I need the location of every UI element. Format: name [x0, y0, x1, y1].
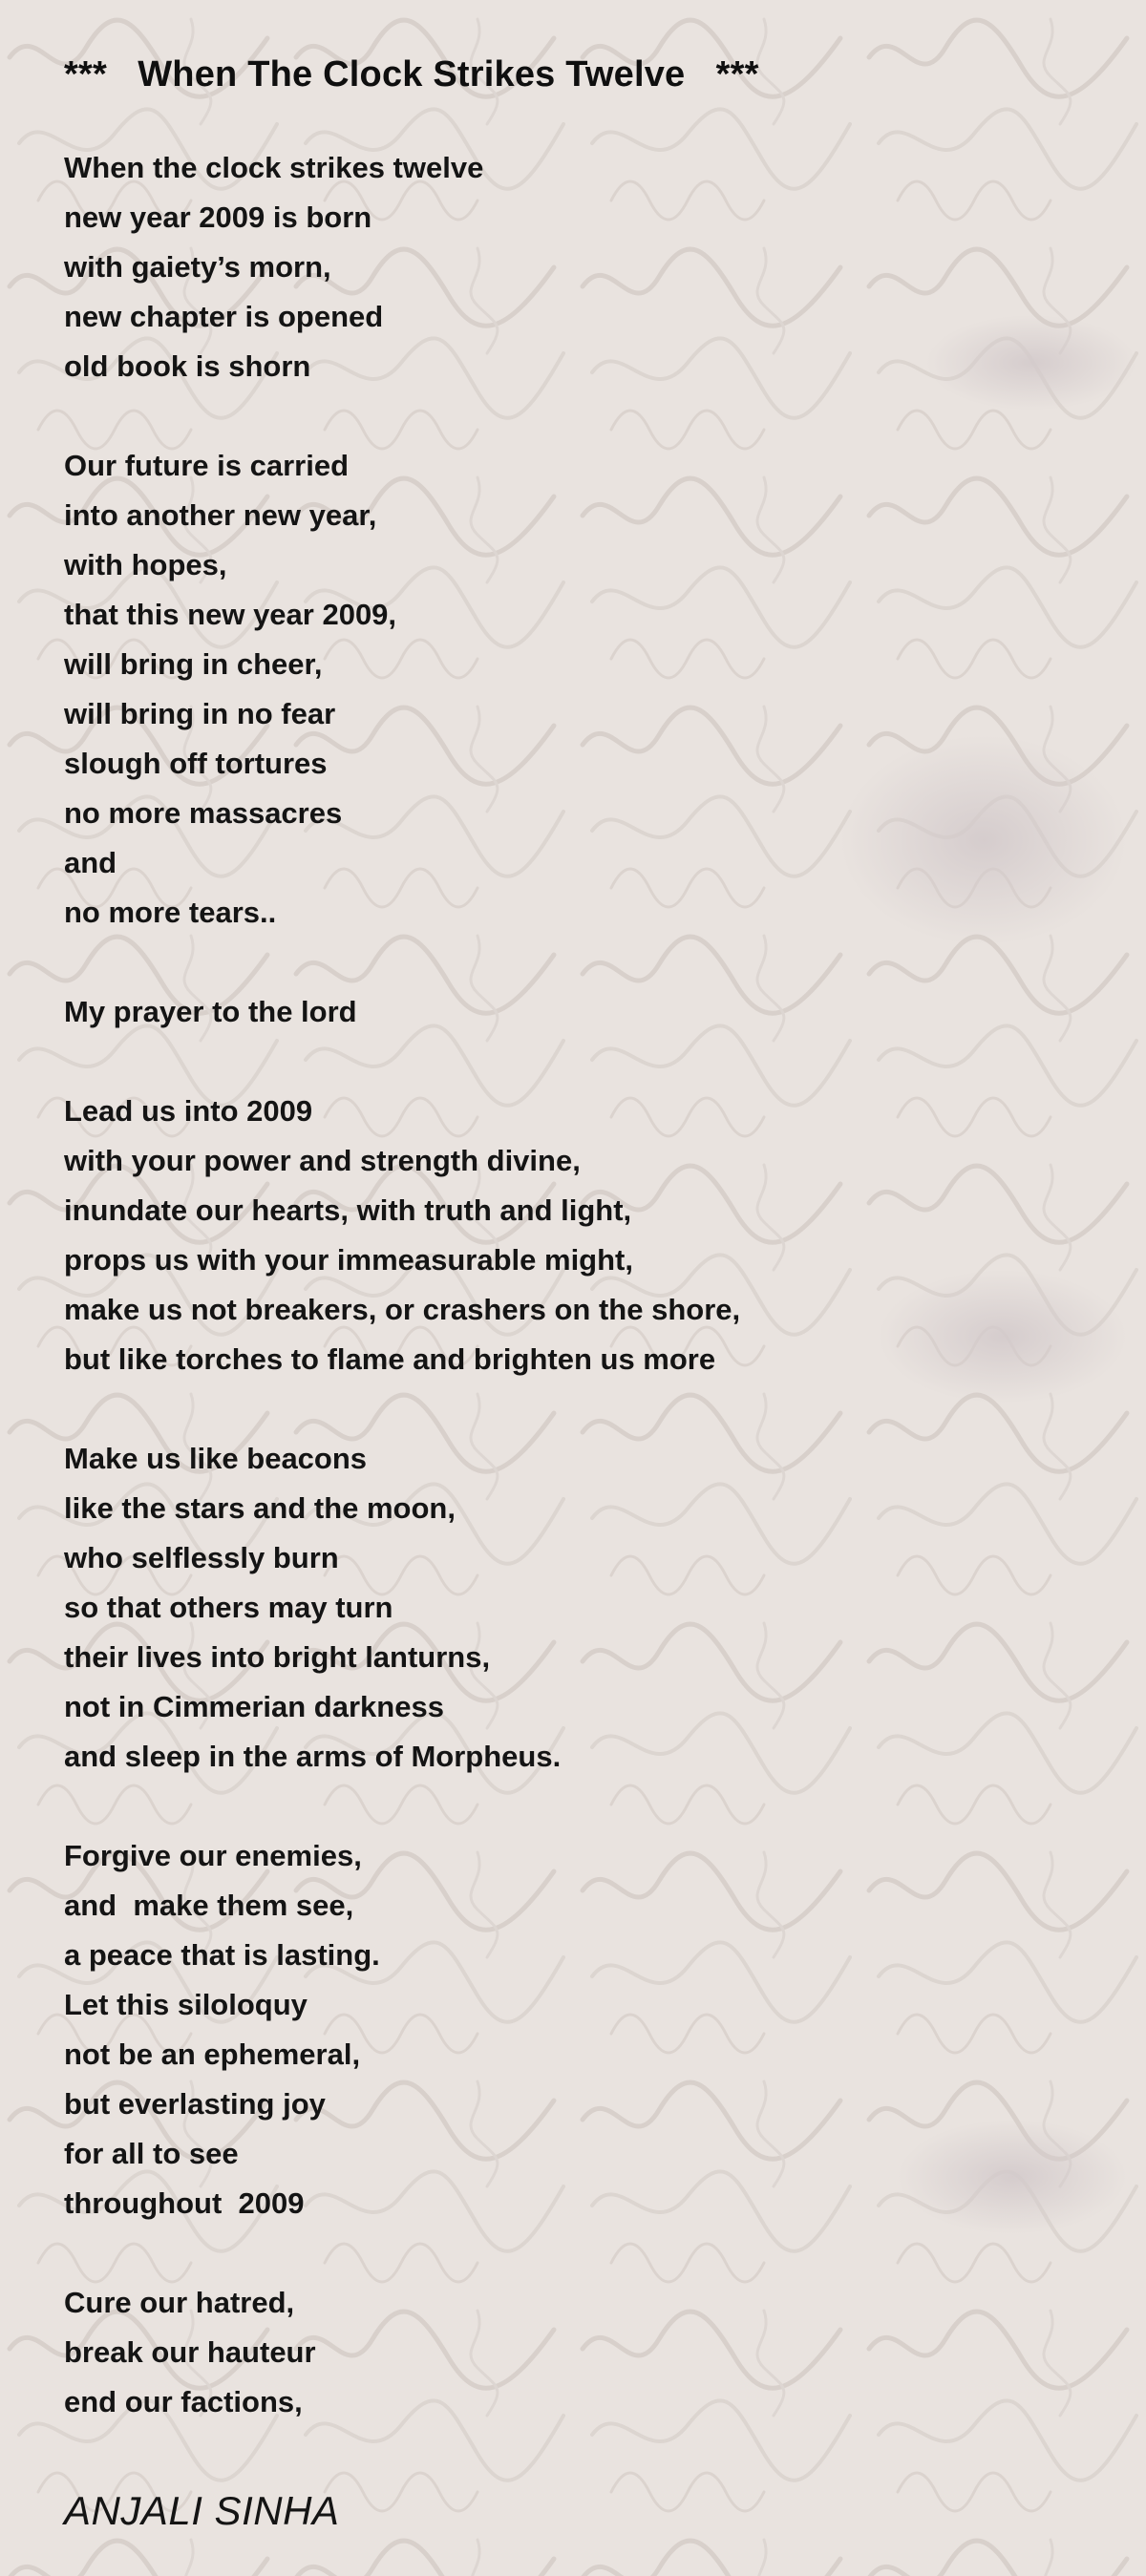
poem-line: not be an ephemeral, — [64, 2038, 361, 2071]
poem-line: with gaiety’s morn, — [64, 250, 331, 284]
poem-body — [64, 143, 1095, 2427]
poem-line: but everlasting joy — [64, 2087, 326, 2121]
poem-container — [64, 46, 1095, 2540]
poem-line: and — [64, 846, 117, 879]
poem-line: a peace that is lasting. — [64, 1938, 380, 1972]
poem-line: Lead us into 2009 — [64, 1094, 313, 1128]
poem-line: not in Cimmerian darkness — [64, 1690, 444, 1723]
poem-line: inundate our hearts, with truth and light, — [64, 1193, 632, 1227]
poem-line: slough off tortures — [64, 747, 328, 780]
poem-line: Let this siloloquy — [64, 1988, 308, 2021]
poem-line: Make us like beacons — [64, 1442, 368, 1475]
poem-line: When the clock strikes twelve — [64, 151, 484, 184]
poem-line: with your power and strength divine, — [64, 1144, 581, 1177]
poem-line: into another new year, — [64, 498, 377, 532]
poem-line: old book is shorn — [64, 349, 311, 383]
poem-line: no more tears.. — [64, 896, 277, 929]
poem-line: their lives into bright lanturns, — [64, 1640, 491, 1674]
poem-line: make us not breakers, or crashers on the shore, — [64, 1293, 741, 1326]
poem-line: will bring in cheer, — [64, 647, 323, 681]
poem-title: *** When The Clock Strikes Twelve *** — [64, 54, 759, 95]
poem-stanza — [64, 1434, 1095, 1782]
poem-line: new chapter is opened — [64, 300, 384, 333]
poem-line: and sleep in the arms of Morpheus. — [64, 1740, 562, 1773]
poem-line: that this new year 2009, — [64, 598, 397, 631]
poem-line: end our factions, — [64, 2385, 303, 2418]
poem-line: throughout 2009 — [64, 2186, 305, 2220]
poem-author: ANJALI SINHA — [64, 2488, 340, 2533]
poem-line: will bring in no fear — [64, 697, 336, 730]
poem-line: for all to see — [64, 2137, 239, 2170]
poem-line: like the stars and the moon, — [64, 1491, 456, 1525]
poem-line: break our hauteur — [64, 2335, 316, 2369]
poem-line: but like torches to flame and brighten us more — [64, 1342, 716, 1376]
poem-line: Our future is carried — [64, 449, 350, 482]
poem-line: props us with your immeasurable might, — [64, 1243, 633, 1277]
poem-line: who selflessly burn — [64, 1541, 339, 1574]
poem-stanza — [64, 143, 1095, 391]
poem-stanza — [64, 2278, 1095, 2427]
poem-line: Forgive our enemies, — [64, 1839, 362, 1872]
poem-stanza — [64, 987, 1095, 1037]
poem-line: Cure our hatred, — [64, 2286, 295, 2319]
poem-stanza — [64, 1831, 1095, 2228]
poem-stanza — [64, 441, 1095, 938]
poem-line: and make them see, — [64, 1889, 354, 1922]
poem-line: My prayer to the lord — [64, 995, 357, 1028]
poem-line: new year 2009 is born — [64, 201, 372, 234]
poem-stanza — [64, 1087, 1095, 1384]
poem-line: no more massacres — [64, 796, 343, 830]
poem-line: with hopes, — [64, 548, 227, 581]
poem-line: so that others may turn — [64, 1591, 393, 1624]
